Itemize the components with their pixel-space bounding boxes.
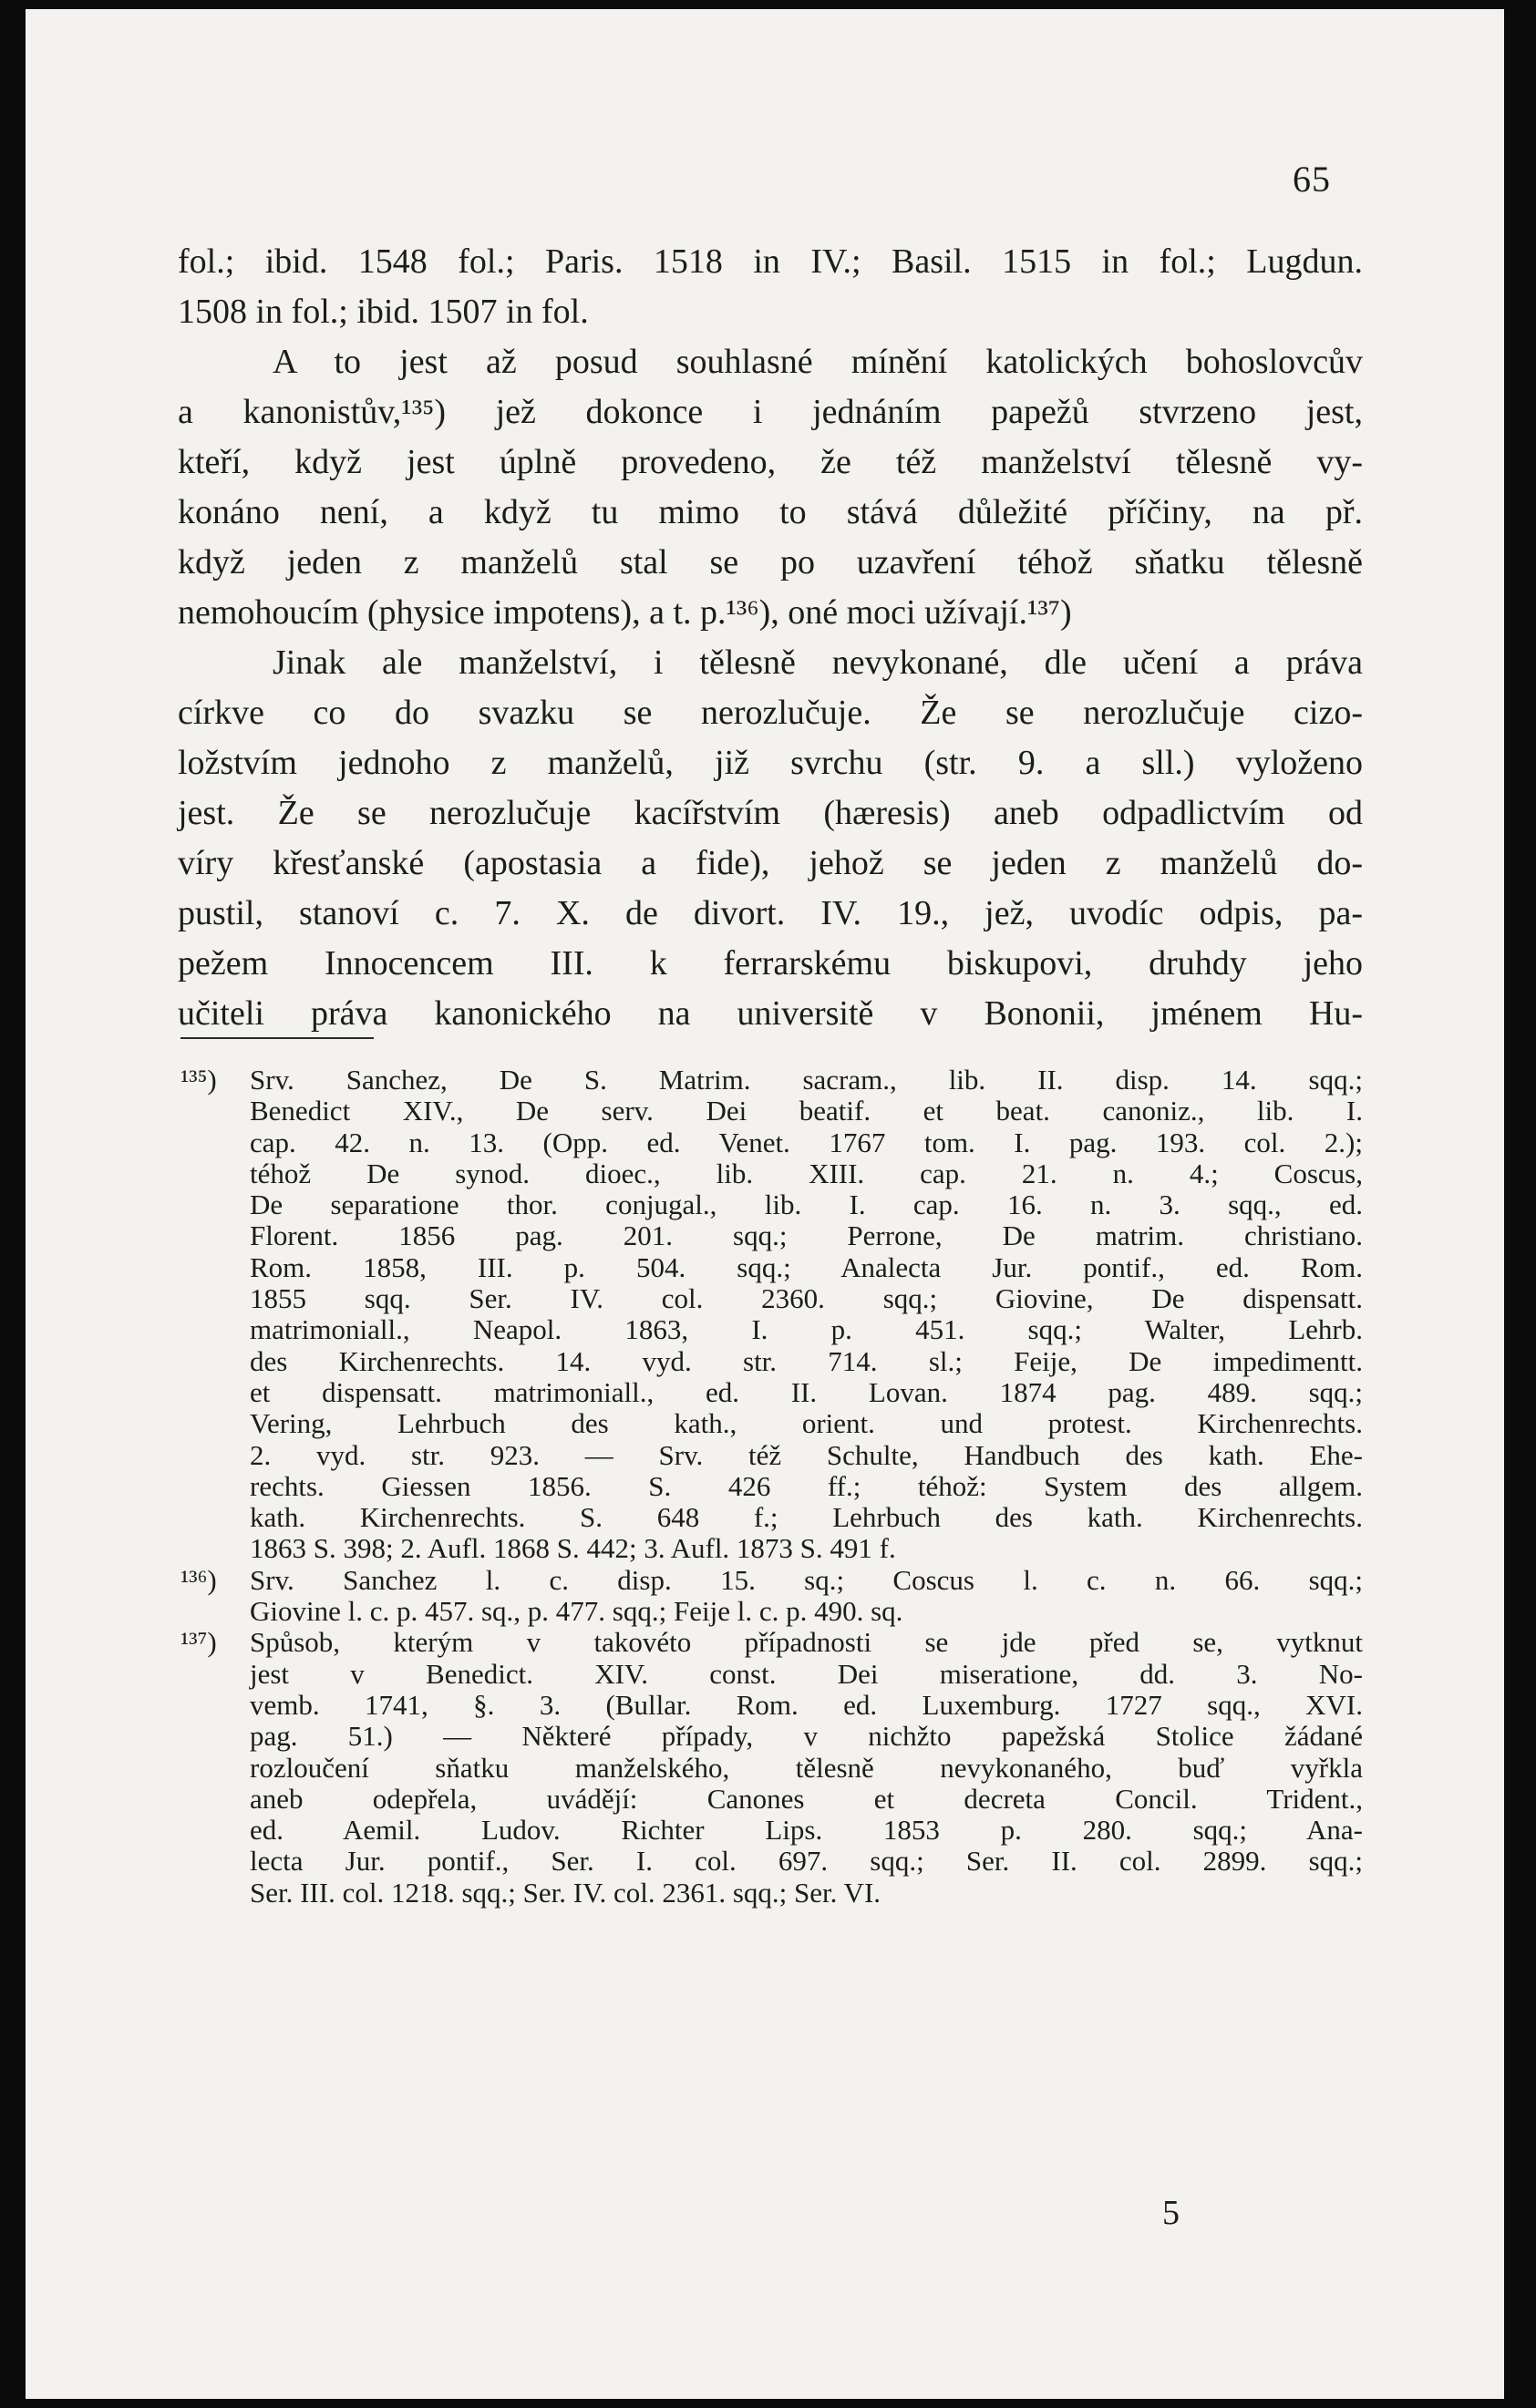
footnotes — [180, 1065, 1363, 1909]
footnote-text: Benedict XIV., De serv. Dei beatif. et beat. canoniz., lib. I. — [250, 1095, 1363, 1127]
footnote-text: ed. Aemil. Ludov. Richter Lips. 1853 p. 280. sqq.; Ana- — [250, 1814, 1363, 1847]
body-line: víry křesťanské (apostasia a fide), jehož se jeden z manželů do- — [178, 844, 1363, 882]
footnote-marker: ¹³⁶) — [180, 1563, 217, 1596]
footnote-line — [180, 1127, 1363, 1158]
footnote-line — [180, 1440, 1363, 1471]
body-line: ložstvím jednoho z manželů, již svrchu (str. 9. a sll.) vyloženo — [178, 744, 1363, 782]
body-line: nemohoucím (physice impotens), a t. p.¹³⁶), oné moci užívají.¹³⁷) — [178, 593, 1072, 632]
footnote-text: Florent. 1856 pag. 201. sqq.; Perrone, De matrim. christiano. — [250, 1219, 1363, 1252]
footnote-line — [180, 1502, 1363, 1533]
footnote-line — [180, 1846, 1363, 1877]
footnote-line — [180, 1471, 1363, 1502]
main-text — [178, 237, 1363, 1039]
footnote-text: vemb. 1741, §. 3. (Bullar. Rom. ed. Luxemburg. 1727 sqq., XVI. — [250, 1688, 1363, 1721]
body-line: když jeden z manželů stal se po uzavření téhož sňatku tělesně — [178, 543, 1363, 581]
footnote-text: 1863 S. 398; 2. Aufl. 1868 S. 442; 3. Aufl. 1873 S. 491 f. — [250, 1532, 896, 1565]
footnote-text: matrimoniall., Neapol. 1863, I. p. 451. sqq.; Walter, Lehrb. — [250, 1313, 1363, 1346]
footnote-text: téhož De synod. dioec., lib. XIII. cap. 21. n. 4.; Coscus, — [250, 1157, 1363, 1189]
footnote-text: Ser. III. col. 1218. sqq.; Ser. IV. col. 2361. sqq.; Ser. VI. — [250, 1876, 881, 1909]
footnote-line — [180, 1252, 1363, 1283]
signature-mark: 5 — [1162, 2194, 1180, 2232]
footnote-text: 2. vyd. str. 923. — Srv. též Schulte, Handbuch des kath. Ehe- — [250, 1438, 1363, 1471]
body-line: a kanonistův,¹³⁵) jež dokonce i jednáním papežů stvrzeno jest, — [178, 393, 1363, 431]
footnote-text: aneb odepřela, uvádějí: Canones et decreta Concil. Trident., — [250, 1782, 1363, 1815]
book-page — [26, 9, 1504, 2399]
body-line: fol.; ibid. 1548 fol.; Paris. 1518 in IV.; Basil. 1515 in fol.; Lugdun. — [178, 242, 1363, 281]
footnote-line — [180, 1065, 1363, 1096]
footnote-text: Rom. 1858, III. p. 504. sqq.; Analecta Jur. pontif., ed. Rom. — [250, 1250, 1363, 1283]
footnote-text: jest v Benedict. XIV. const. Dei miseratione, dd. 3. No- — [250, 1657, 1363, 1690]
footnote-text: Spůsob, kterým v takovéto případnosti se jde před se, vytknut — [250, 1626, 1363, 1659]
footnote-text: Srv. Sanchez, De S. Matrim. sacram., lib. II. disp. 14. sqq.; — [250, 1064, 1363, 1096]
footnote-text: Srv. Sanchez l. c. disp. 15. sq.; Coscus l. c. n. 66. sqq.; — [250, 1563, 1363, 1596]
footnote-marker: ¹³⁷) — [180, 1626, 217, 1659]
footnote-line — [180, 1314, 1363, 1345]
footnote-line — [180, 1220, 1363, 1251]
body-line: učiteli práva kanonického na universitě v Bononii, jménem Hu- — [178, 994, 1363, 1033]
body-line: pustil, stanoví c. 7. X. de divort. IV. 19., jež, uvodíc odpis, pa- — [178, 894, 1363, 932]
footnote-text: pag. 51.) — Některé případy, v nichžto papežská Stolice žádané — [250, 1720, 1363, 1753]
footnote-text: rozloučení sňatku manželského, tělesně nevykonaného, buď vyřkla — [250, 1751, 1363, 1784]
footnote-line — [180, 1565, 1363, 1596]
body-line: 1508 in fol.; ibid. 1507 in fol. — [178, 293, 589, 331]
footnote-text: De separatione thor. conjugal., lib. I. cap. 16. n. 3. sqq., ed. — [250, 1189, 1363, 1221]
body-line: pežem Innocencem III. k ferrarskému biskupovi, druhdy jeho — [178, 944, 1363, 983]
footnote-text: lecta Jur. pontif., Ser. I. col. 697. sqq.; Ser. II. col. 2899. sqq.; — [250, 1845, 1363, 1878]
footnote-line — [180, 1533, 1363, 1564]
footnote-line — [180, 1690, 1363, 1721]
footnote-marker: ¹³⁵) — [180, 1064, 217, 1096]
footnote-line — [180, 1096, 1363, 1127]
footnote-text: Giovine l. c. p. 457. sq., p. 477. sqq.; Feije l. c. p. 490. sq. — [250, 1595, 903, 1628]
footnote-divider — [180, 1037, 374, 1039]
footnote-line — [180, 1721, 1363, 1752]
body-line: Jinak ale manželství, i tělesně nevykonané, dle učení a práva — [273, 643, 1363, 682]
footnote-line — [180, 1158, 1363, 1189]
footnote-line — [180, 1408, 1363, 1439]
footnote-line — [180, 1753, 1363, 1784]
footnote-text: Vering, Lehrbuch des kath., orient. und protest. Kirchenrechts. — [250, 1407, 1363, 1440]
page-number: 65 — [1293, 159, 1331, 200]
footnote-line — [180, 1784, 1363, 1815]
footnote-line — [180, 1627, 1363, 1658]
body-line: církve co do svazku se nerozlučuje. Že se nerozlučuje cizo- — [178, 694, 1363, 732]
footnote-text: rechts. Giessen 1856. S. 426 ff.; téhož: System des allgem. — [250, 1469, 1363, 1502]
footnote-line — [180, 1596, 1363, 1627]
footnote-line — [180, 1189, 1363, 1220]
footnote-text: des Kirchenrechts. 14. vyd. str. 714. sl.; Feije, De impedimentt. — [250, 1344, 1363, 1377]
body-line: A to jest až posud souhlasné mínění katolických bohoslovcův — [273, 343, 1363, 381]
body-line: kteří, když jest úplně provedeno, že též manželství tělesně vy- — [178, 443, 1363, 481]
footnote-text: 1855 sqq. Ser. IV. col. 2360. sqq.; Giovine, De dispensatt. — [250, 1282, 1363, 1315]
footnote-line — [180, 1815, 1363, 1846]
footnote-line — [180, 1346, 1363, 1377]
footnote-line — [180, 1377, 1363, 1408]
footnote-text: cap. 42. n. 13. (Opp. ed. Venet. 1767 tom. I. pag. 193. col. 2.); — [250, 1126, 1363, 1158]
footnote-line — [180, 1283, 1363, 1314]
footnote-text: et dispensatt. matrimoniall., ed. II. Lovan. 1874 pag. 489. sqq.; — [250, 1375, 1363, 1408]
footnote-line — [180, 1878, 1363, 1909]
footnote-line — [180, 1659, 1363, 1690]
body-line: konáno není, a když tu mimo to stává důležité příčiny, na př. — [178, 493, 1363, 531]
body-line: jest. Že se nerozlučuje kacířstvím (hæresis) aneb odpadlictvím od — [178, 794, 1363, 832]
footnote-text: kath. Kirchenrechts. S. 648 f.; Lehrbuch des kath. Kirchenrechts. — [250, 1501, 1363, 1534]
